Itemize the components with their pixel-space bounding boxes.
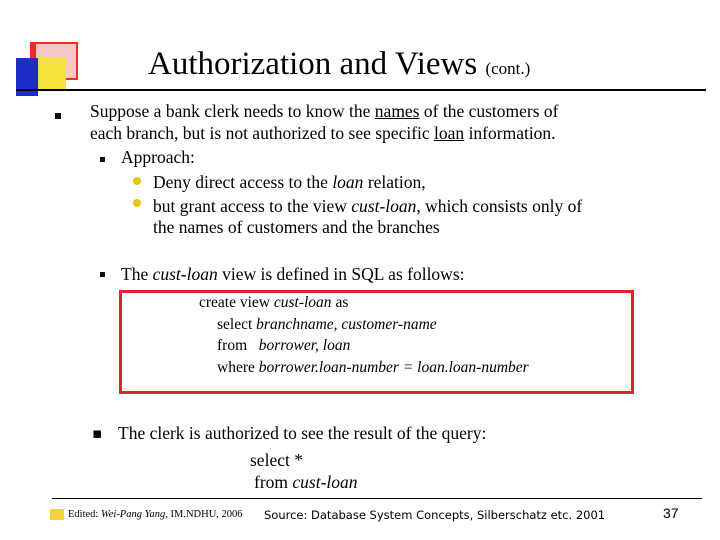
query-from-keyword: from: [254, 472, 293, 492]
page-number: 37: [663, 505, 679, 521]
deny-loan: loan: [332, 172, 364, 192]
sql-l2-columns: branchname, customer-name: [256, 316, 437, 333]
grant-post: , which consists only of: [416, 196, 583, 216]
sql-line4: [217, 359, 529, 377]
sql-line3: [217, 337, 350, 355]
square-bullet-icon: [100, 272, 105, 277]
bullet1-loan: loan: [434, 123, 465, 143]
bullet2-line: [121, 264, 465, 284]
sql-l2-keyword: select: [217, 316, 257, 333]
sql-l4-keyword: where: [217, 359, 259, 376]
bullet2-view: cust-loan: [152, 264, 218, 284]
grant-pre: but grant access to the view: [153, 196, 352, 216]
grant-line2: the names of customers and the branches: [153, 217, 440, 237]
footer-edited-post: , IM.NDHU, 2006: [165, 509, 243, 520]
grant-line1: [153, 196, 582, 216]
sql-l1-view: cust-loan: [273, 294, 332, 311]
footer-divider: [52, 498, 702, 499]
title-suffix: (cont.): [485, 59, 531, 78]
sql-l4-condition: borrower.loan-number = loan.loan-number: [258, 359, 529, 376]
dot-bullet-icon: [133, 177, 141, 185]
sql-box: [119, 290, 634, 394]
square-bullet-icon: [100, 157, 105, 162]
deny-line: [153, 172, 426, 192]
query-view: cust-loan: [292, 472, 358, 492]
sql-line1: [199, 294, 348, 312]
dot-bullet-icon: [133, 199, 141, 207]
sql-l3-tables: borrower, loan: [258, 337, 351, 354]
grant-view: cust-loan: [351, 196, 417, 216]
query-line2: [254, 472, 358, 492]
deny-post: relation,: [363, 172, 426, 192]
footer-edited-name: Wei-Pang Yang: [100, 509, 166, 520]
bullet1-line2: [90, 123, 556, 143]
bullet3-line: The clerk is authorized to see the result of the query:: [118, 423, 487, 443]
sql-line2: [217, 316, 437, 334]
bullet2-pre: The: [121, 264, 153, 284]
bullet1-names: names: [374, 101, 420, 121]
bullet1-line2-pre: each branch, but is not authorized to see specific: [90, 123, 435, 143]
footer-source: Source: Database System Concepts, Silberschatz etc. 2001: [264, 508, 606, 522]
square-bullet-icon: [55, 113, 61, 119]
approach-label: Approach:: [121, 147, 195, 167]
bullet1-line1: [90, 101, 559, 121]
bullet1-text-mid: of the customers of: [419, 101, 559, 121]
bullet1-line2-post: information.: [464, 123, 556, 143]
bullet3-square-icon: ▪: [92, 424, 103, 442]
sql-l1-post: as: [331, 294, 349, 311]
slide-title: [148, 46, 530, 83]
deny-pre: Deny direct access to the: [153, 172, 333, 192]
bullet1-text-pre: Suppose a bank clerk needs to know the: [90, 101, 375, 121]
title-divider: [16, 89, 706, 91]
sql-l1-keyword: create view: [199, 294, 274, 311]
footer-edited-pre: Edited:: [68, 509, 101, 520]
bullet2-post: view is defined in SQL as follows:: [217, 264, 465, 284]
footer-edited: [68, 509, 243, 520]
footer-yellow-square: [50, 509, 64, 520]
query-line1: select *: [250, 450, 303, 470]
sql-l3-keyword: from: [217, 337, 259, 354]
title-main: Authorization and Views: [148, 46, 478, 82]
